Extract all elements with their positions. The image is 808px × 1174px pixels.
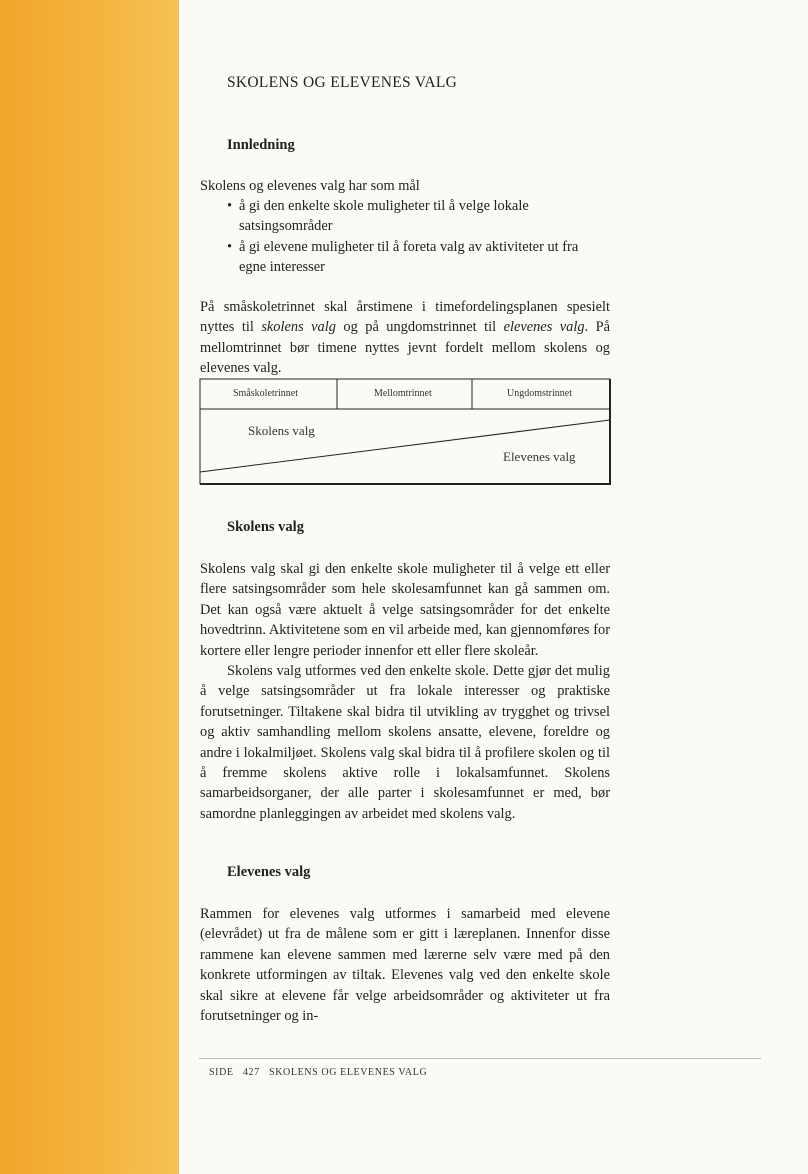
list-item: • å gi den enkelte skole muligheter til å velge lokale satsingsområder <box>227 198 529 235</box>
bullet-icon: • <box>227 198 233 214</box>
list-item: • å gi elevene muligheter til å foreta valg av aktiviteter ut fra egne interesser <box>227 238 579 276</box>
running-title: SKOLENS OG ELEVENES VALG <box>269 1067 428 1078</box>
header-ungdomstrinnet: Ungdomstrinnet <box>507 388 572 399</box>
skolens-valg-body <box>200 559 610 824</box>
page-footer <box>209 1067 427 1078</box>
distribution-diagram <box>199 378 612 486</box>
label-elevenes-valg: Elevenes valg <box>503 449 576 464</box>
document-page <box>179 0 808 1174</box>
heading-skolens-valg: Skolens valg <box>227 519 304 535</box>
paragraph: Skolens valg skal gi den enkelte skole muligheter til å velge ett eller flere satsingsområder som hele skolesamfunnet kan gå sammen om. Det kan også være aktuelt å velge satsingsområder for det enkelte hovedtrinn. Aktivitetene som en vil arbeide med, kan gjennomføres for kortere eller lengre perioder innenfor ett eller flere skoleår. <box>200 561 610 659</box>
elevenes-valg-body: Rammen for elevenes valg utformes i samarbeid med elevene (elevrådet) ut fra de målene som er gitt i læreplanen. Innenfor disse rammene kan elevene sammen med lærerne selv være med på den konkrete utformingen av tiltak. Elevenes valg ved den enkelte skole skal sikre at elevene får velge arbeidsområder og aktiviteter ut fra forutsetninger og in- <box>200 906 610 1025</box>
page-number: 427 <box>242 1067 260 1078</box>
header-mellomtrinnet: Mellomtrinnet <box>374 388 432 399</box>
page-title: SKOLENS OG ELEVENES VALG <box>227 74 458 91</box>
footer-prefix: SIDE <box>209 1067 234 1078</box>
bullet-icon: • <box>227 238 233 255</box>
heading-innledning: Innledning <box>227 137 295 153</box>
orange-side-band <box>0 0 179 1174</box>
footer-divider <box>199 1058 761 1059</box>
header-smaskoletrinnet: Småskoletrinnet <box>233 388 298 399</box>
heading-elevenes-valg: Elevenes valg <box>227 864 311 880</box>
intro-paragraph: På småskoletrinnet skal årstimene i timefordelingsplanen spesielt nyttes til skolens valg og på ungdomstrinnet til elevenes valg. På mellomtrinnet bør timene nyttes jevnt fordelt mellom skolens og elevenes valg. <box>200 299 611 377</box>
paragraph: Skolens valg utformes ved den enkelte skole. Dette gjør det mulig å velge satsingsområder ut fra lokale interesser og praktiske forutsetninger. Tiltakene skal bidra til utvikling av trygghet og trivsel og aktiv samhandling mellom skolens ansatte, elevene, foreldre og andre i lokalmiljøet. Skolens valg skal bidra til å profilere skolen og til å fremme skolens aktive rolle i lokalsamfunnet. Skolens samarbeidsorganer, der alle parter i skolesamfunnet er med, bør samordne planleggingen av arbeidet med skolens valg. <box>200 663 610 822</box>
intro-text: Skolens og elevenes valg har som mål <box>200 178 420 194</box>
goal-list <box>227 196 587 278</box>
label-skolens-valg: Skolens valg <box>248 423 315 438</box>
